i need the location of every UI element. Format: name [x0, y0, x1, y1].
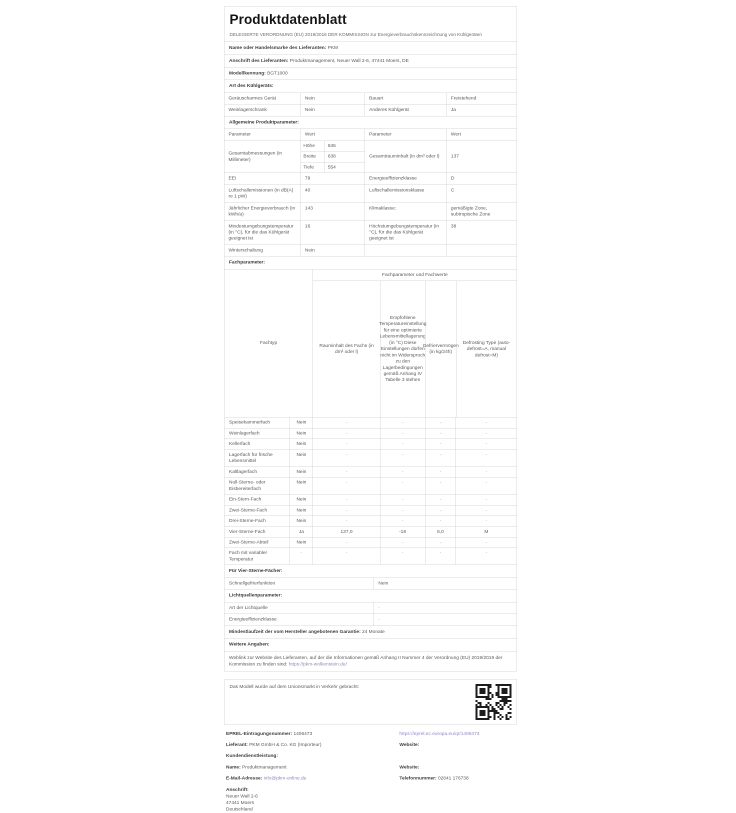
cell-value: -18 [380, 527, 425, 537]
compartment-name: Weinlagerfach [229, 430, 260, 436]
cell-value: - [313, 505, 380, 515]
model-id-label: Modellkennung: [229, 70, 266, 76]
name-label: Name: [226, 764, 241, 770]
eprel-link[interactable]: https://eprel.ec.europa.eu/qr/1406473 [399, 730, 480, 737]
cell-value: Nein [290, 467, 313, 477]
param-label: Höchstumgebungstemperatur (in °C), für die das Kühlgerät geeignet ist [365, 221, 447, 245]
column-header: Fachtyp [260, 340, 278, 346]
compartment-name: Fach mit variabler Temperatur [229, 550, 268, 562]
table-row [225, 439, 517, 450]
cell-value: - [313, 428, 380, 438]
table-row [225, 104, 517, 116]
product-datasheet [224, 6, 517, 813]
compartment-header-right [313, 269, 517, 417]
param-value: 38 [446, 221, 516, 245]
page-title: Produktdatenblatt [229, 12, 347, 27]
param-label: Luftschallemissionen (in dB(A) re 1 pW) [228, 187, 294, 200]
table-row [225, 220, 517, 244]
supplier-name-row [225, 42, 517, 55]
column-header: Parameter [228, 131, 251, 138]
cell-value: - [380, 516, 425, 526]
table-row [225, 477, 517, 494]
supplier-address-row [225, 54, 517, 67]
table-row [225, 184, 517, 202]
column-header: Parameter [365, 129, 447, 140]
param-label: Anderes Kühlgerät [365, 105, 447, 116]
table-row [225, 516, 517, 527]
column-header: Empfohlene Temperatureinstellung für eine optimierte Lebensmittellagerung (in °C) Diese Einstellungen dürfen nicht im Widerspruch zu den Lagerbedingungen gemäß Anhang IV Tabelle 3 stehen [380, 281, 425, 417]
param-label: Klimaklasse: [365, 203, 447, 220]
eprel-number [226, 731, 399, 737]
table-row [225, 173, 517, 185]
cell-value: Nein [290, 495, 313, 505]
compartment-name: Zwei-Sterne-Fach [229, 507, 268, 513]
dimensions-subtable [300, 141, 364, 173]
table-row [225, 417, 517, 428]
cell-value: - [425, 495, 456, 505]
cell-value: - [456, 537, 517, 547]
phone-label: Telefonnummer: [399, 775, 437, 782]
supplier-address-label: Anschrift des Lieferanten: [229, 57, 289, 64]
cell-value: - [456, 418, 517, 428]
param-value: Ja [446, 105, 516, 116]
eprel-label: EPREL-Eintragungsnummer: [226, 730, 293, 737]
cell-value: - [380, 450, 425, 466]
cell-value: - [425, 418, 456, 428]
supplier-row [226, 742, 515, 748]
table-row [301, 141, 365, 151]
compartment-name: Zwei-Sterne-Abteil [229, 539, 269, 545]
qr-finder-icon [476, 684, 490, 698]
qr-finder-icon [498, 684, 512, 698]
eprel-value: 1406473 [293, 730, 313, 737]
cell-value: - [380, 548, 425, 564]
cell-value: - [425, 537, 456, 547]
warranty-label: Mindestlaufzeit der vom Hersteller angebotenen Garantie: [229, 628, 361, 635]
param-value: Nein [373, 578, 516, 589]
cell-value: - [380, 418, 425, 428]
param-value: Freistehend [446, 93, 516, 104]
param-label: Gesamtrauminhalt (in dm³ oder l) [365, 141, 447, 173]
cell-value: - [313, 439, 380, 449]
param-value: - [373, 614, 516, 625]
cell-value: - [313, 467, 380, 477]
param-value: Nein [300, 245, 364, 256]
service-title-row [226, 753, 515, 759]
service-name-row [226, 764, 515, 770]
param-label: Weinlagerschrank [228, 107, 267, 113]
compartment-name: Kellerfach [229, 441, 251, 447]
table-row [225, 602, 517, 614]
dim-value: 554 [324, 162, 365, 172]
qr-finder-icon [476, 706, 490, 720]
cell-value: - [380, 467, 425, 477]
compartment-name: Null-Sterne- oder Eisbereiterfach [229, 479, 266, 492]
table-row [225, 466, 517, 477]
param-label: Energieeffizienzklasse [229, 616, 277, 623]
compartment-name: Vier-Sterne-Fach [229, 528, 266, 535]
cell-value: - [456, 428, 517, 438]
cell-value: Nein [290, 450, 313, 466]
table-row [225, 244, 517, 256]
cell-value: Nein [290, 428, 313, 438]
service-title: Kundendienstleistung: [226, 753, 278, 759]
cell-value: Nein [290, 537, 313, 547]
dim-label: Tiefe [303, 164, 314, 170]
cell-value: - [425, 467, 456, 477]
cell-value: - [313, 450, 380, 466]
param-label: Gesamtabmessungen (in Millimeter) [228, 150, 283, 163]
param-label: Mindestumgebungstemperatur (in °C), für die das Kühlgerät geeignet ist [228, 223, 294, 242]
compartment-name: Drei-Sterne-Fach [229, 518, 266, 524]
cell-value: - [456, 467, 517, 477]
cell-value: - [313, 516, 380, 526]
website-cell [399, 764, 515, 770]
supplier-info [226, 742, 399, 748]
supplier-name-value: PKM [327, 45, 339, 51]
cell-value: - [456, 478, 517, 494]
cell-value: - [456, 516, 517, 526]
param-label: Bauart [365, 93, 447, 104]
param-value: gemäßigte Zone, subtropische Zone [446, 203, 516, 220]
eprel-row [226, 731, 515, 737]
address-line: Deutschland [226, 806, 253, 812]
param-label: Jährlicher Energieverbrauch (in kWh/a) [228, 205, 296, 218]
cell-value: Nein [290, 516, 313, 526]
datasheet-main-table [224, 6, 517, 671]
cell-value: - [456, 439, 517, 449]
param-value: 143 [300, 203, 364, 220]
supplier-name-label: Name oder Handelsmarke des Lieferanten: [229, 45, 327, 51]
cell-value: - [456, 450, 517, 466]
email-cell [226, 776, 399, 782]
cell-value: - [290, 548, 313, 564]
name-value: Produktmanagement [242, 764, 287, 770]
cell-value: - [380, 505, 425, 515]
table-row-four-star [225, 526, 517, 537]
weblink-paragraph [225, 651, 517, 671]
table-row [225, 202, 517, 220]
phone-value: 02841 176738 [437, 775, 469, 782]
cell-value: 6,0 [425, 527, 456, 537]
address-block [226, 787, 515, 813]
column-header: Wert [300, 129, 364, 140]
table-row [225, 614, 517, 626]
market-placement-text: Das Modell wurde auf dem Unionsmarkt in Verkehr gebracht: [229, 683, 360, 690]
website-label: Website: [399, 764, 420, 770]
website-cell [399, 742, 515, 748]
param-value: - [373, 602, 516, 613]
warranty-value: 24 Monate [362, 628, 385, 635]
param-value: Nein [300, 105, 364, 116]
param-value: 40 [300, 185, 364, 202]
dim-value: 638 [324, 152, 365, 162]
dim-label: Höhe [303, 142, 315, 149]
supplier-address-value: Produktmanagement, Neuer Wall 2-6, 47441 Moers, DE [289, 57, 409, 64]
table-row [301, 162, 365, 173]
param-value [446, 245, 516, 256]
cell-value: Ja [290, 527, 313, 537]
compartment-table-header [225, 269, 517, 417]
cell-value: - [456, 495, 517, 505]
param-label: EEI [228, 175, 237, 182]
cell-value: - [425, 439, 456, 449]
param-label: Geräuscharmes Gerät [228, 95, 276, 101]
column-header: Rauminhalt des Fachs (in dm³ oder l) [319, 342, 374, 355]
table-header-row [225, 129, 517, 141]
param-label: Winterschaltung [228, 247, 263, 253]
section-device-type: Art des Kühlgeräts: [225, 80, 517, 93]
section-general-parameters: Allgemeine Produktparameter: [225, 116, 517, 129]
cell-value: - [380, 439, 425, 449]
param-label [365, 245, 447, 256]
column-header: Gefriervermögen (in kg/24h) [425, 281, 456, 417]
weblink-text: Weblink zur Website des Lieferanten, auf der die Informationen gemäß Anhang II Nummer 4 der Verordnung (EU) 2019/2019 der Kommission zu finden sind: [229, 654, 503, 668]
table-row [225, 494, 517, 505]
section-light-source: Lichtquellenparameter: [225, 589, 517, 602]
cell-value: - [313, 548, 380, 564]
dim-label: Breite [303, 153, 316, 160]
model-id-value: BGT1000 [267, 70, 288, 76]
cell-value: - [380, 428, 425, 438]
param-label: Energieeffizienzklasse [365, 173, 447, 184]
qr-code [476, 684, 512, 720]
regulation-subtitle: DELEGIERTE VERORDNUNG (EU) 2019/2016 DER KOMMISSION zur Energieverbrauchskennzeichnung von Kühlgeräten [229, 32, 482, 38]
cell-value: Nein [290, 439, 313, 449]
param-label: Luftschallemissionsklasse [365, 185, 447, 202]
param-value: D [446, 173, 516, 184]
section-four-star: Für Vier-Sterne-Fächer: [225, 565, 517, 578]
cell-value: - [425, 450, 456, 466]
table-row [225, 505, 517, 516]
cell-value: - [425, 516, 456, 526]
group-header: Fachparameter und Fachwerte [313, 269, 516, 281]
table-row [225, 428, 517, 439]
cell-value: - [425, 548, 456, 564]
model-id-row [225, 67, 517, 80]
cell-value: Nein [290, 478, 313, 494]
cell-value: - [313, 418, 380, 428]
contact-row [226, 776, 515, 782]
param-value: 16 [300, 221, 364, 245]
column-header: Defrosting Type (auto-defrost=A, manual defrost=M) [456, 281, 517, 417]
cell-value: - [380, 478, 425, 494]
address-line: Neuer Wall 2-6 [226, 793, 258, 799]
dim-value: 845 [324, 141, 365, 151]
section-compartment-parameters: Fachparameter: [225, 256, 517, 269]
cell-value: - [425, 478, 456, 494]
compartment-name: Speisekammerfach [229, 419, 271, 426]
supplier-website-link[interactable]: https://pkm-wolkenstein.de/ [288, 661, 347, 668]
compartment-name: Ein-Stern-Fach [229, 496, 262, 503]
cell-value: - [425, 505, 456, 515]
eprel-link-cell [399, 731, 515, 737]
table-row [225, 449, 517, 466]
section-additional-info: Weitere Angaben: [225, 638, 517, 651]
supplier-value: PKM GmbH & Co. KG (Importeur) [249, 741, 322, 748]
cell-value: - [456, 505, 517, 515]
param-value: C [446, 185, 516, 202]
cell-value: - [313, 495, 380, 505]
phone-cell [399, 776, 515, 782]
email-link[interactable]: info@pkm-online.de [263, 775, 307, 782]
compartment-column-headers [313, 281, 516, 417]
compartment-name: Kaltlagerfach [229, 468, 257, 475]
cell-value: - [380, 537, 425, 547]
table-row [301, 151, 365, 162]
address-label: Anschrift: [226, 786, 249, 793]
cell-value: - [313, 478, 380, 494]
warranty-row [225, 625, 517, 638]
supplier-label: Lieferant: [226, 741, 248, 748]
cell-value: M [456, 527, 517, 537]
service-name [226, 764, 399, 770]
cell-value: - [313, 537, 380, 547]
table-row [225, 92, 517, 104]
cell-value: - [456, 548, 517, 564]
cell-value: - [425, 428, 456, 438]
website-label: Website: [399, 741, 420, 748]
cell-value: 137,0 [313, 527, 380, 537]
compartment-name: Lagerfach für frische Lebensmittel [229, 451, 273, 464]
param-value: 79 [300, 173, 364, 184]
cell-value: Nein [290, 505, 313, 515]
cell-value: - [380, 495, 425, 505]
column-header: Wert [446, 129, 516, 140]
param-label: Art der Lichtquelle [229, 604, 268, 611]
market-placement-box [224, 679, 517, 725]
address-line: 47441 Moers [226, 799, 254, 806]
param-value: Nein [300, 93, 364, 104]
contact-footer [224, 731, 517, 813]
cell-value: Nein [290, 418, 313, 428]
email-label: E-Mail-Adresse: [226, 775, 263, 782]
table-row [225, 537, 517, 548]
dimensions-row [225, 140, 517, 172]
title-block [225, 7, 517, 42]
table-row [225, 577, 517, 589]
table-row [225, 548, 517, 565]
param-label: Schnellgefrierfunktion [229, 580, 276, 586]
param-value: 137 [446, 141, 516, 173]
